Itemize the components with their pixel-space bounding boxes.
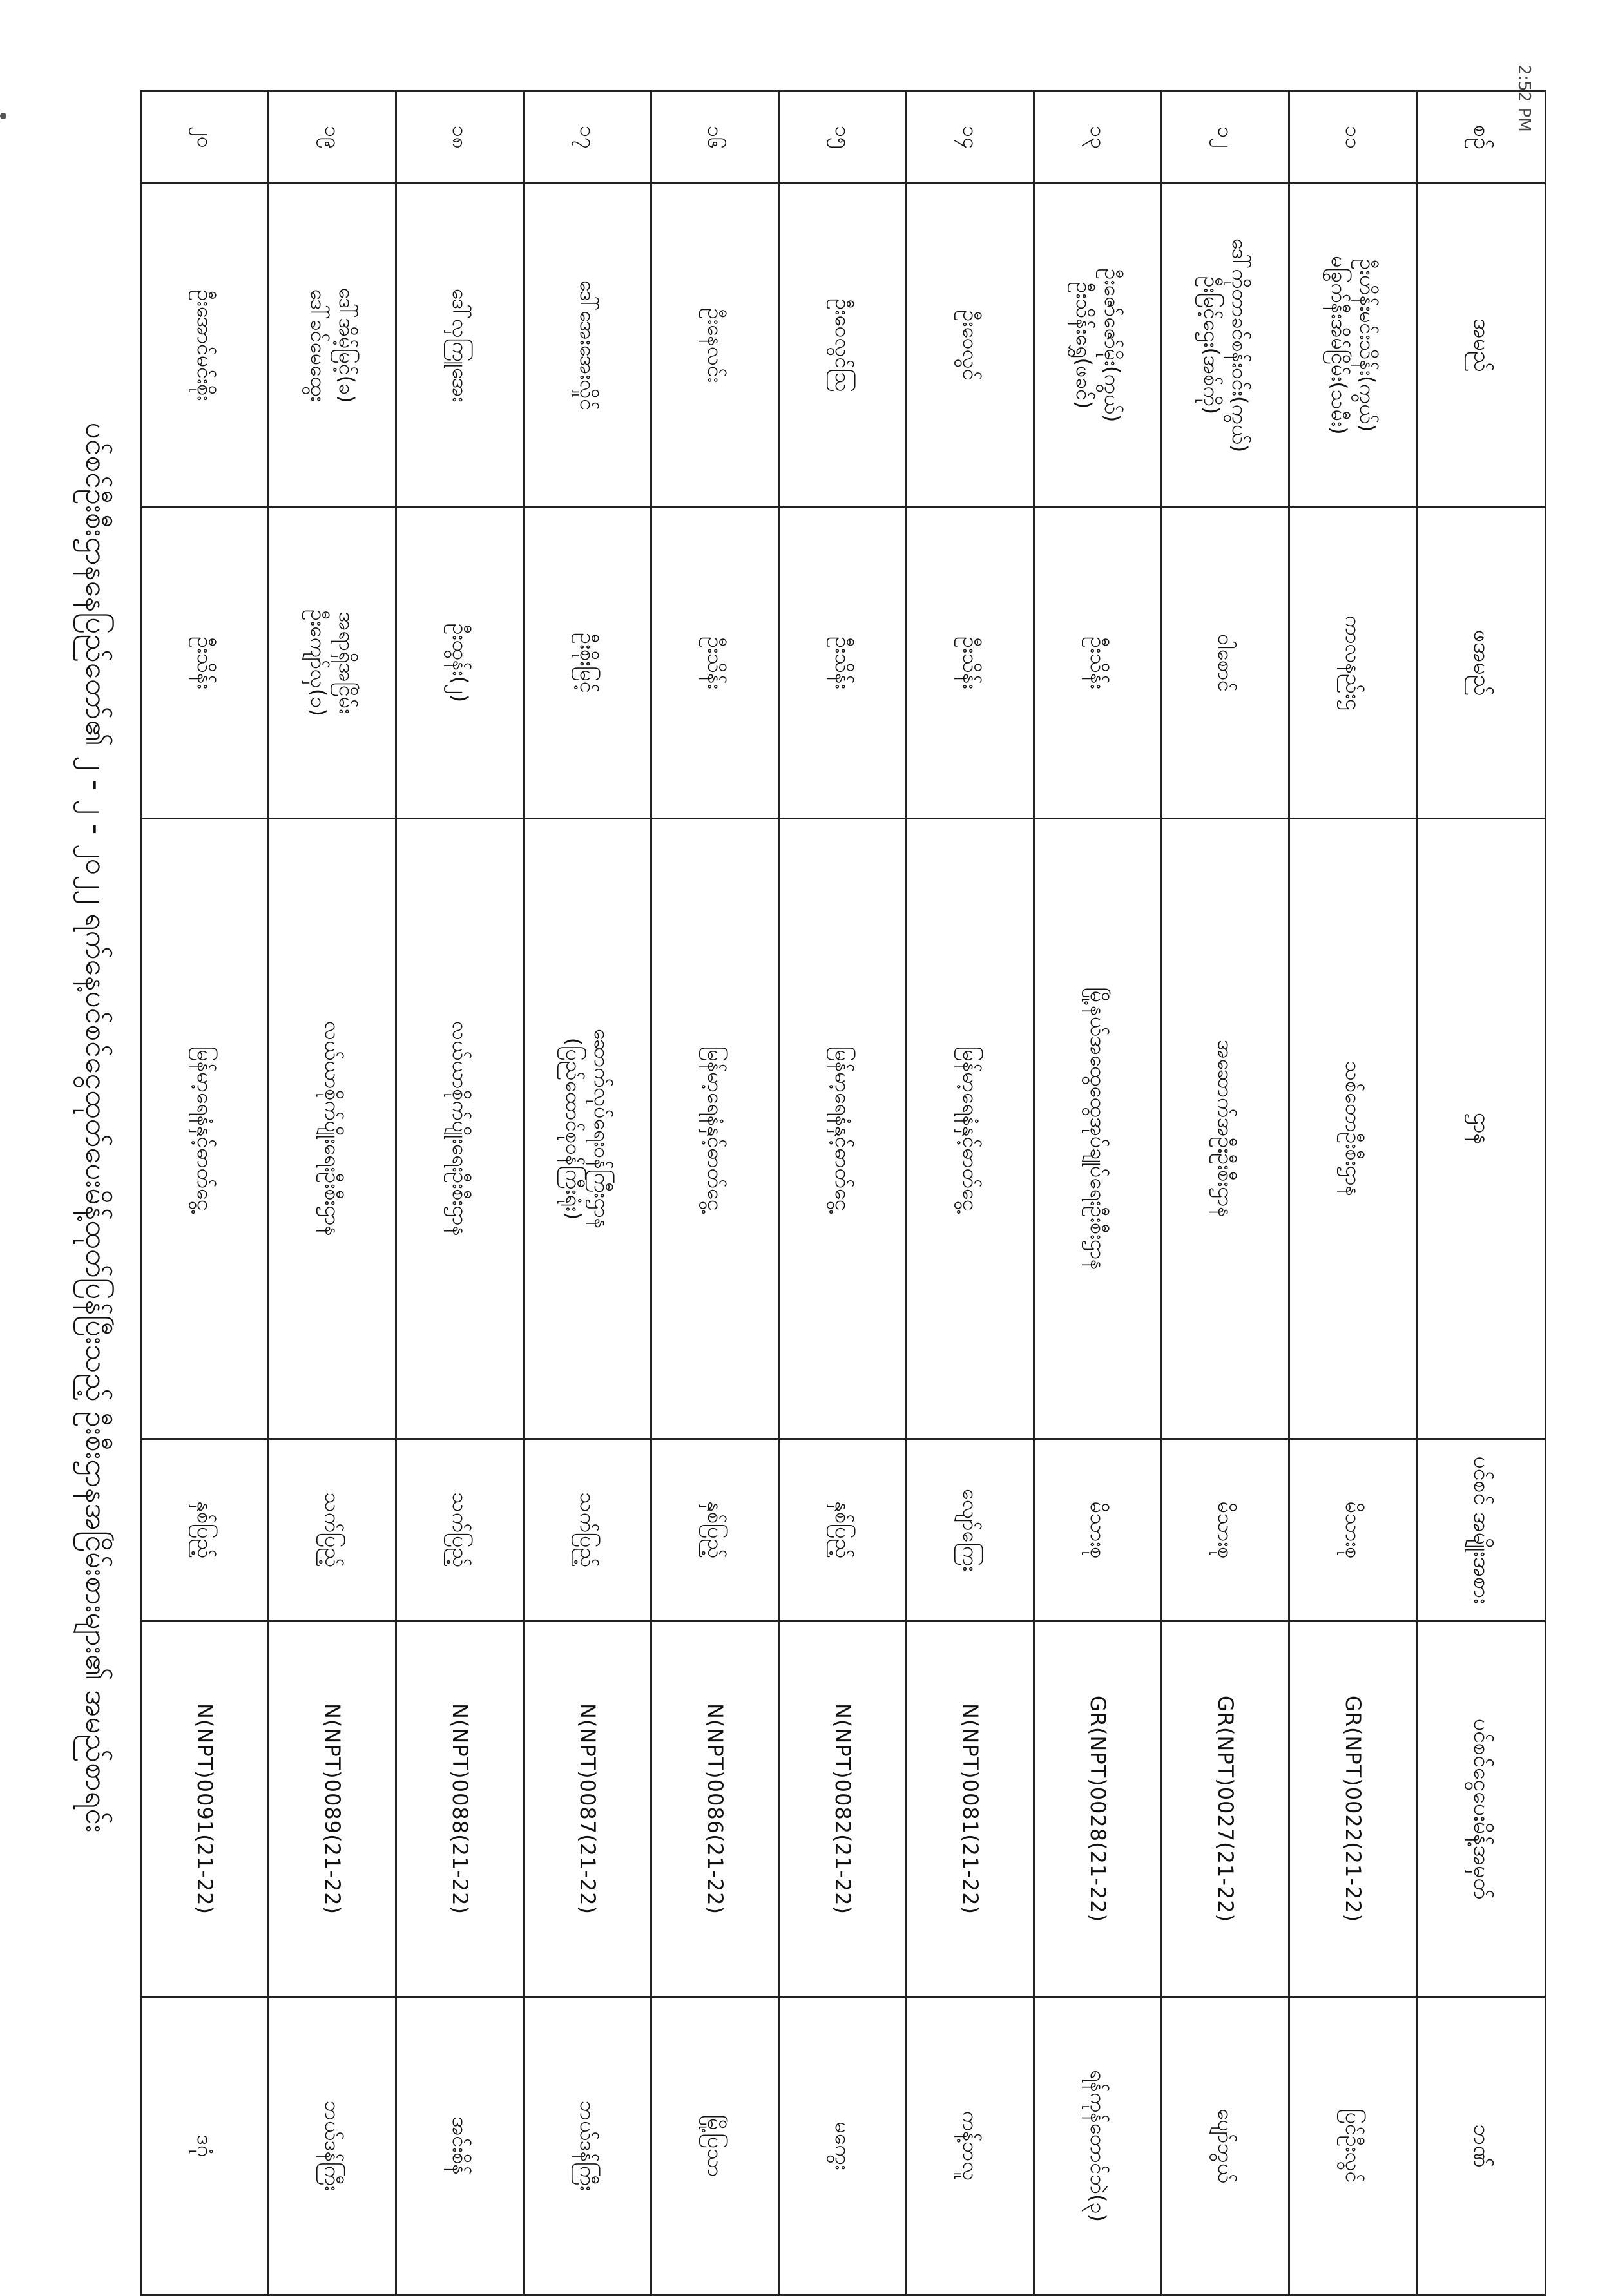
cell-pension-type: နှစ်ပြည့် <box>651 1439 779 1622</box>
cell-bank: အင်းစိန် <box>396 1997 524 2295</box>
table-row <box>1034 91 1162 2295</box>
cell-pension-type: မိသားစု <box>1162 1439 1289 1622</box>
cell-no: ၁၃ <box>1034 91 1162 184</box>
table-row <box>141 91 269 2295</box>
cell-department <box>1034 819 1162 1439</box>
table-row <box>396 91 524 2295</box>
cell-permit-no: N(NPT)0086(21-22) <box>651 1622 779 1997</box>
department-line-1: အဆောက်အဦးဦးစီးဌာန <box>1213 1040 1238 1218</box>
name-line-2: ဦးမြင့်ဌေး(အစ်ကို) <box>1199 276 1224 415</box>
name-line-2: ဦးသိန်းရွှေ(ဖခင်) <box>1072 282 1097 409</box>
cell-department <box>269 819 396 1439</box>
name-line-1: ဒေါ်အိမ့်မြင့်(ခ) <box>334 287 359 403</box>
cell-bank: ဘယ်ဒန်ကြီး <box>269 1997 396 2295</box>
father-line-2: ဦးကျော်လှ(၁) <box>306 609 331 716</box>
cell-pension-type: သက်ပြည့် <box>396 1439 524 1622</box>
cell-bank: ဒဂုံ <box>141 1997 269 2295</box>
document-title: ပင်စင်ဦးစီးဌာနနေပြည်တော်၏ ၂ - ၂ - ၂၀၂၂ ရက်နေ့ပင်စင်ငွေထုတ်ပေးမိန့်ထုတ်ပြန်ပြီးသည့် ဦးစီးဌာနအငြိမ်းစားများ၏ အမည်စာရင်း <box>79 422 114 1833</box>
cell-permit-no: GR(NPT)0022(21-22) <box>1289 1622 1417 1997</box>
cell-department <box>907 819 1034 1439</box>
cell-father: ဝါစောင် <box>1162 508 1289 819</box>
cell-father: ဦးထွန်း(၂) <box>396 508 524 819</box>
department-line-1: လယ်ယာစိုက်ပျိုးရေးဦးစီးဌာန <box>320 1021 345 1236</box>
cell-permit-no: N(NPT)0091(21-22) <box>141 1622 269 1997</box>
department-line-1: မြန်မာ့ရေနံနှင့်ဓာတ်ငွေ့ <box>831 1046 856 1211</box>
department-line-2: (ပြည်ထောင်စုဝန်ကြီးရုံး) <box>561 1037 586 1220</box>
name-line-1: ဒေါ်ကိုတာခင်စန်းဝင်း(ကွယ်) <box>1227 238 1252 453</box>
table-row <box>269 91 396 2295</box>
cell-pension-type: နှစ်ပြည့် <box>141 1439 269 1622</box>
cell-name <box>1034 184 1162 508</box>
cell-pension-type: သက်ပြည့် <box>524 1439 651 1622</box>
department-line-1: မြန်မာ့ရေနံနှင့်ဓာတ်ငွေ့ <box>703 1046 728 1211</box>
name-line-1: ဦးဇော်ဇော်မိုး(ကွယ်) <box>1099 268 1124 423</box>
name-line-2: မခြွက်နီးအိမ်ငြိမ်း(သမီး) <box>1327 256 1352 435</box>
name-line-1: ဦးဝေလွင် <box>958 310 983 381</box>
cell-pension-type: သက်ပြည့် <box>269 1439 396 1622</box>
table-header-row <box>1417 91 1546 2295</box>
cell-name <box>779 184 907 508</box>
department-line-1: သစ်တောဦးစီးဌာန <box>1341 1060 1366 1197</box>
cell-name <box>651 184 779 508</box>
cell-department <box>1289 819 1417 1439</box>
cell-no: ၁၇ <box>524 91 651 184</box>
cell-father: ဦးသိန်း <box>779 508 907 819</box>
cell-no: ၂၀ <box>141 91 269 184</box>
table-row <box>779 91 907 2295</box>
cell-bank: ကန့်ဘလူ <box>907 1997 1034 2295</box>
cell-no: ၁၉ <box>269 91 396 184</box>
cell-pension-type: မိသားစု <box>1289 1439 1417 1622</box>
cell-no: ၁၁ <box>1289 91 1417 184</box>
header-father: ဖအမည် <box>1417 508 1546 819</box>
cell-father: ဦးသိန်း <box>907 508 1034 819</box>
header-permit-no: ပင်စင်ငွေပေးမိန့်အမှတ် <box>1417 1622 1546 1997</box>
pension-recipients-table <box>140 90 1546 2296</box>
name-line-1: ဦးနေလင်း <box>703 308 728 383</box>
department-line-1: လယ်ယာစိုက်ပျိုးရေးဦးစီးဌာန <box>448 1021 473 1236</box>
cell-bank: မကွေး <box>779 1997 907 2295</box>
table-row <box>907 91 1034 2295</box>
cell-father: ဦးစိုးမြင့် <box>524 508 651 819</box>
cell-permit-no: N(NPT)0081(21-22) <box>907 1622 1034 1997</box>
cell-name <box>396 184 524 508</box>
header-name: အမည် <box>1417 184 1546 508</box>
cell-father: ကာလနည်းဌ <box>1289 508 1417 819</box>
cell-bank: ပြင်ဦးလွင် <box>1289 1997 1417 2295</box>
cell-father <box>269 508 396 819</box>
cell-bank: မြို့ပြသာ <box>651 1997 779 2295</box>
cell-no: ၁၅ <box>779 91 907 184</box>
cell-no: ၁၈ <box>396 91 524 184</box>
cell-name <box>141 184 269 508</box>
cell-no: ၁၂ <box>1162 91 1289 184</box>
name-line-2: ဒေါ်ခင်မေထွေး <box>306 289 331 402</box>
cell-bank: ပျော်ဘွယ် <box>1162 1997 1289 2295</box>
cell-permit-no: N(NPT)0082(21-22) <box>779 1622 907 1997</box>
table-row <box>1289 91 1417 2295</box>
department-line-1: မြို့နယ်အထွေထွေအုပ်ချုပ်ရေးဦးစီးဌာန <box>1086 987 1111 1270</box>
cell-permit-no: N(NPT)0089(21-22) <box>269 1622 396 1997</box>
scan-timestamp: 2:52 PM <box>1514 64 1534 132</box>
cell-permit-no: GR(NPT)0028(21-22) <box>1034 1622 1162 1997</box>
cell-name <box>1289 184 1417 508</box>
cell-name <box>907 184 1034 508</box>
cell-department <box>651 819 779 1439</box>
header-department: ဌာန <box>1417 819 1546 1439</box>
department-line-1: မြန်မာ့ရေနံနှင့်ဓာတ်ငွေ့ <box>193 1046 218 1211</box>
cell-department <box>396 819 524 1439</box>
name-line-1: ဦးဟိန်းမင်းသိန်း(ကွယ်) <box>1354 258 1380 432</box>
cell-pension-type: လျော်ကြေး <box>907 1439 1034 1622</box>
cell-bank: ရန်ကုန်တောင်ဘဲ(၃) <box>1034 1997 1162 2295</box>
cell-department <box>1162 819 1289 1439</box>
name-line-1: ဦးဝေလွင်သြ <box>831 298 856 392</box>
cell-no: ၁၄ <box>907 91 1034 184</box>
department-line-1: မြန်မာ့ရေနံနှင့်ဓာတ်ငွေ့ <box>958 1046 983 1211</box>
cell-department <box>524 819 651 1439</box>
cell-father: ဦးသိန်း <box>1034 508 1162 819</box>
department-line-1: ဆောက်လုပ်ရေးဝန်ကြီးဌာန <box>589 1028 614 1229</box>
cell-permit-no: N(NPT)0088(21-22) <box>396 1622 524 1997</box>
cell-name <box>524 184 651 508</box>
cell-name <box>1162 184 1289 508</box>
cell-no: ၁၆ <box>651 91 779 184</box>
name-line-1: ဒေါ်လှကြူအေး <box>448 288 473 403</box>
table-row <box>651 91 779 2295</box>
header-pension-type: ပင်စင် အမျိုးအစား <box>1417 1439 1546 1622</box>
cell-bank: ဘယ်ဒန်ကြီး <box>524 1997 651 2295</box>
cell-name <box>269 184 396 508</box>
cell-father: ဦးသိန်း <box>141 508 269 819</box>
cell-permit-no: GR(NPT)0027(21-22) <box>1162 1622 1289 1997</box>
table-row <box>1162 91 1289 2295</box>
scan-speck <box>0 113 6 119</box>
cell-pension-type: မိသားစု <box>1034 1439 1162 1622</box>
header-no: စဉ် <box>1417 91 1546 184</box>
cell-pension-type: နှစ်ပြည့် <box>779 1439 907 1622</box>
table-row <box>524 91 651 2295</box>
name-line-1: ဦးအောင်မင်းစိုး <box>193 289 218 401</box>
header-bank: ဘဏ် <box>1417 1997 1546 2295</box>
cell-permit-no: N(NPT)0087(21-22) <box>524 1622 651 1997</box>
cell-father: ဦးသိန်း <box>651 508 779 819</box>
cell-department <box>779 819 907 1439</box>
name-line-1: ဒေါ်အေးအေးလှိုင် <box>575 280 601 411</box>
cell-department <box>141 819 269 1439</box>
father-line-1: အရာရှိအငြိမ်း <box>334 611 359 714</box>
